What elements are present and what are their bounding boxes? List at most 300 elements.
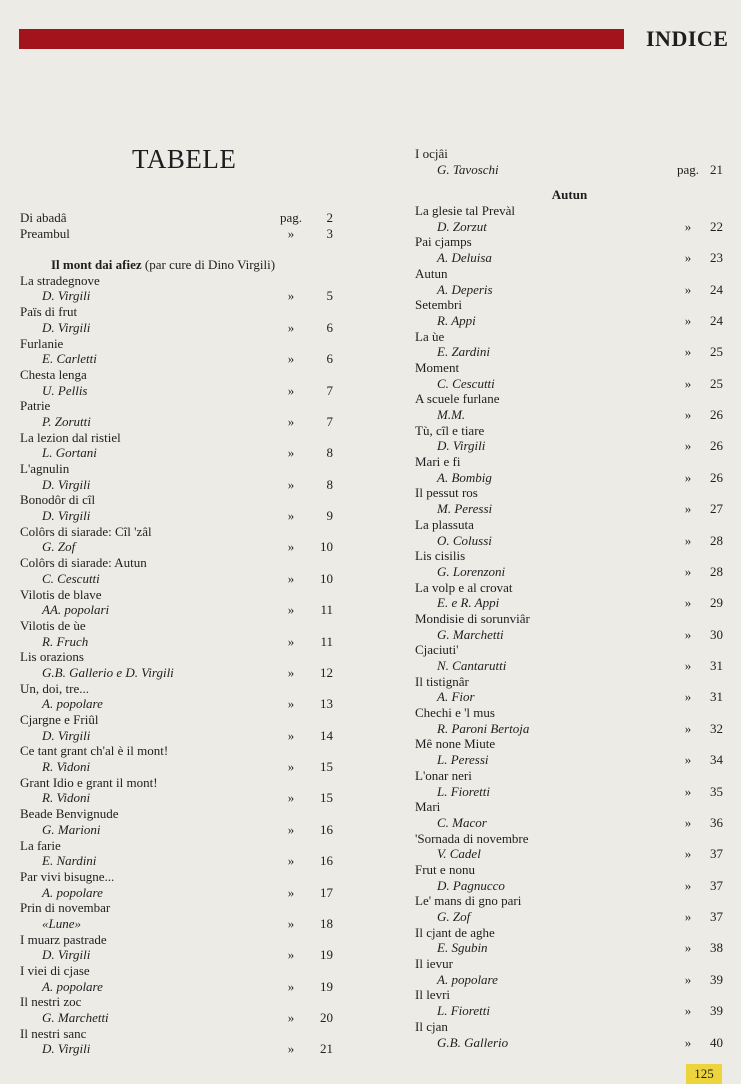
entry-page: 8 <box>326 445 333 461</box>
entry-title: La glesie tal Prevàl <box>415 203 515 219</box>
entry-page: 29 <box>710 595 723 611</box>
entry-title-row <box>20 681 335 697</box>
entry-author: R. Vidoni <box>42 759 91 775</box>
entry-author: U. Pellis <box>42 382 88 398</box>
entry-marker: » <box>684 250 692 266</box>
entry-author-row <box>415 658 724 674</box>
entry-page: 24 <box>710 281 723 297</box>
entry-page: 8 <box>326 476 333 492</box>
entry-title-row <box>415 831 724 847</box>
entry-marker: » <box>287 319 295 335</box>
entry-author-row <box>415 564 724 580</box>
entry-title: Colôrs di siarade: Cîl 'zâl <box>20 523 152 539</box>
entry-page: 25 <box>710 344 723 360</box>
entry-title-row <box>20 775 335 791</box>
entry-title: Beade Benvignude <box>20 806 119 822</box>
entry-author: G. Lorenzoni <box>437 563 506 579</box>
entry-title-row <box>415 391 724 407</box>
entry-title-row <box>20 869 335 885</box>
entry-author: A. popolare <box>42 696 103 712</box>
entry-marker: » <box>684 626 692 642</box>
entry-author: L. Peressi <box>437 752 489 768</box>
entry-author: E. Nardini <box>42 853 97 869</box>
entry-author-row <box>20 571 335 587</box>
entry-title: Chesta lenga <box>20 366 87 382</box>
entry-marker: » <box>684 344 692 360</box>
entry-author: A. Deluisa <box>437 250 492 266</box>
entry-page: 32 <box>710 720 723 736</box>
entry-marker: » <box>684 846 692 862</box>
entry-title: Chechi e 'l mus <box>415 705 495 721</box>
entry-page: 21 <box>710 161 723 177</box>
entry-title: La ùe <box>415 328 445 344</box>
entry-marker: » <box>287 1010 295 1026</box>
entry-title: La volp e al crovat <box>415 579 513 595</box>
entry-author-row <box>20 445 335 461</box>
entry-author: R. Appi <box>437 312 476 328</box>
entry-marker: » <box>684 1034 692 1050</box>
entry-title: Vilotis de ùe <box>20 617 86 633</box>
entry-marker: » <box>287 539 295 555</box>
entry-author-row <box>20 790 335 806</box>
entry-title: Cjargne e Friûl <box>20 712 99 727</box>
entry-title-row <box>415 987 724 1003</box>
entry-author-row <box>415 470 724 486</box>
entry-page: 28 <box>710 563 723 579</box>
entry-author-row <box>415 752 724 768</box>
entry-marker: » <box>287 884 295 900</box>
entry-title-row <box>20 1026 335 1042</box>
entry-title-row <box>20 806 335 822</box>
right-column <box>415 146 724 1050</box>
entry-page: 26 <box>710 407 723 422</box>
entry-author-row <box>415 909 724 925</box>
entry-marker: » <box>287 915 295 931</box>
entry-title: Setembri <box>415 297 462 313</box>
entry-author-row <box>415 219 724 235</box>
intro-row <box>20 210 335 226</box>
entry-page: 11 <box>320 633 333 649</box>
entry-title: La farie <box>20 837 61 853</box>
entry-title: Frut e nonu <box>415 861 475 877</box>
entry-title-row <box>20 963 335 979</box>
entry-title-row <box>20 367 335 383</box>
entry-title-row <box>415 862 724 878</box>
entry-page: 37 <box>710 877 723 893</box>
entry-page: 40 <box>710 1034 723 1050</box>
section-heading <box>20 257 335 273</box>
entry-marker: » <box>287 821 295 837</box>
entry-author: M. Peressi <box>437 501 493 517</box>
entry-title: 'Sornada di novembre <box>415 830 529 846</box>
entry-author-row <box>20 508 335 524</box>
entry-author-row <box>20 351 335 367</box>
entry-title: Il cjant de aghe <box>415 924 495 940</box>
entry-title: Tù, cîl e tiare <box>415 422 485 438</box>
entry-title: Cjaciuti' <box>415 642 459 658</box>
entry-page: 6 <box>326 351 333 367</box>
entry-author-row <box>415 282 724 298</box>
entry-marker: » <box>287 696 295 712</box>
entry-marker: » <box>684 312 692 328</box>
entry-title: I muarz pastrade <box>20 931 107 947</box>
entry-title-row <box>20 743 335 759</box>
entry-title-row <box>20 994 335 1010</box>
entry-marker: » <box>684 532 692 548</box>
entry-title: Colôrs di siarade: Autun <box>20 555 147 571</box>
entry-marker: » <box>684 501 692 517</box>
entry-author-row <box>415 815 724 831</box>
entry-author: D. Virgili <box>42 1041 91 1057</box>
entry-title: Il levri <box>415 987 451 1003</box>
left-column <box>20 210 335 1057</box>
entry-author: P. Zorutti <box>42 413 91 429</box>
entry-author-row <box>415 313 724 329</box>
entry-author: G. Marioni <box>42 821 101 837</box>
entry-title: I viei di cjase <box>20 963 90 978</box>
entry-author-row <box>20 383 335 399</box>
entry-title: Le' mans di gno pari <box>415 893 522 909</box>
entry-marker: » <box>287 664 295 680</box>
entry-marker: » <box>684 438 692 454</box>
entry-marker: » <box>684 218 692 234</box>
entry-title: Il nestri zoc <box>20 994 82 1010</box>
entry-title: Mari <box>415 799 441 815</box>
entry-marker: » <box>684 940 692 956</box>
entry-page: 5 <box>326 288 333 304</box>
entry-title: Vilotis de blave <box>20 586 102 602</box>
entry-page: 34 <box>710 752 723 768</box>
entry-title: Patrie <box>20 398 51 414</box>
entry-author: G. Marchetti <box>42 1010 109 1026</box>
entry-marker: » <box>287 382 295 398</box>
entry-author-row <box>415 846 724 862</box>
entry-author-row <box>20 759 335 775</box>
entry-page: 24 <box>710 312 723 328</box>
entry-title: Il cjan <box>415 1018 448 1034</box>
entry-marker: » <box>684 877 692 893</box>
entry-title: La plassuta <box>415 516 474 532</box>
entry-title-row <box>415 203 724 219</box>
entry-title: Il tistignâr <box>415 673 469 689</box>
entry-author: N. Cantarutti <box>437 658 507 673</box>
entry-author: L. Fioretti <box>437 783 490 799</box>
entry-author-row <box>415 627 724 643</box>
entry-title-row <box>20 900 335 916</box>
entry-marker: » <box>287 602 295 618</box>
entry-author: C. Macor <box>437 814 487 830</box>
entry-title: Un, doi, tre... <box>20 680 89 696</box>
entry-page: 28 <box>710 532 723 548</box>
entry-page: 19 <box>320 947 333 963</box>
entry-marker: » <box>287 476 295 492</box>
entry-author-row <box>20 539 335 555</box>
entry-marker: » <box>684 407 692 422</box>
entry-author: E. e R. Appi <box>437 595 500 611</box>
entry-title-row <box>415 423 724 439</box>
entry-author: R. Vidoni <box>42 790 91 806</box>
entry-author: L. Gortani <box>42 445 97 461</box>
entry-page: 31 <box>710 658 723 673</box>
entry-marker: » <box>287 351 295 367</box>
entry-page: 16 <box>320 853 333 869</box>
entry-author-row <box>415 1003 724 1019</box>
entry-title-row <box>415 1019 724 1035</box>
entry-page: 7 <box>326 413 333 429</box>
section-heading-autun: Autun <box>551 187 588 203</box>
entry-marker: » <box>287 978 295 994</box>
entry-marker: » <box>684 814 692 830</box>
entry-title-row <box>20 336 335 352</box>
entry-page: 20 <box>320 1010 333 1026</box>
entry-title: Pai cjamps <box>415 234 472 250</box>
entry-author: R. Fruch <box>42 633 89 649</box>
entry-title: La stradegnove <box>20 272 100 288</box>
entry-title: L'agnulin <box>20 461 70 476</box>
entry-title-row <box>20 555 335 571</box>
entry-author-row <box>20 853 335 869</box>
entry-author: AA. popolari <box>42 602 110 618</box>
entry-author-row <box>20 414 335 430</box>
entry-title: Mari e fi <box>415 454 461 470</box>
entry-author: D. Virgili <box>42 288 91 304</box>
entry-author: D. Virgili <box>42 476 91 492</box>
entry-author-row <box>20 822 335 838</box>
entry-author: G.B. Gallerio e D. Virgili <box>42 664 174 680</box>
entry-marker: » <box>684 658 692 673</box>
entry-page: 12 <box>320 664 333 680</box>
entry-marker: pag. <box>279 210 303 225</box>
entry-title: La lezion dal ristiel <box>20 429 121 445</box>
entry-title-row <box>415 956 724 972</box>
entry-marker: » <box>287 225 295 241</box>
entry-page: 39 <box>710 971 723 987</box>
entry-title: Ce tant grant ch'al è il mont! <box>20 743 169 759</box>
entry-author: G. Zof <box>437 909 471 924</box>
entry-title: Moment <box>415 359 460 375</box>
entry-title: Mondisie di sorunviâr <box>415 610 530 626</box>
entry-author-row <box>415 344 724 360</box>
entry-marker: » <box>684 971 692 987</box>
entry-title: Païs di frut <box>20 304 78 320</box>
entry-title: Furlanie <box>20 335 64 351</box>
entry-author-row <box>415 376 724 392</box>
entry-title: Grant Idio e grant il mont! <box>20 774 158 790</box>
entry-author-row <box>20 665 335 681</box>
entry-page: 26 <box>710 438 723 454</box>
entry-author: G. Tavoschi <box>437 161 499 177</box>
entry-author: E. Sgubin <box>437 940 488 956</box>
entry-author-row <box>415 407 724 423</box>
entry-title-row <box>415 548 724 564</box>
entry-author: R. Paroni Bertoja <box>437 720 530 736</box>
entry-author: A. popolare <box>42 978 103 994</box>
entry-marker: » <box>684 752 692 768</box>
entry-author: A. popolare <box>437 971 498 987</box>
entry-page: 10 <box>320 539 333 555</box>
entry-title: Bonodôr di cîl <box>20 492 96 508</box>
entry-title-row <box>20 618 335 634</box>
entry-marker: » <box>287 445 295 461</box>
entry-page: 9 <box>326 508 333 524</box>
entry-author: G.B. Gallerio <box>437 1034 509 1050</box>
entry-author-row <box>415 438 724 454</box>
entry-title-row <box>415 736 724 752</box>
entry-title-row <box>20 398 335 414</box>
entry-page: 2 <box>326 210 333 225</box>
entry-author: D. Virgili <box>42 319 91 335</box>
entry-author-row <box>20 320 335 336</box>
entry-title: I ocjâi <box>415 146 448 161</box>
entry-author-row <box>20 885 335 901</box>
entry-author-row <box>20 1010 335 1026</box>
entry-title-row <box>415 580 724 596</box>
entry-title-row <box>20 838 335 854</box>
entry-page: 31 <box>710 689 723 705</box>
section-title: INDICE <box>646 26 729 51</box>
entry-marker: pag. <box>676 161 700 177</box>
entry-marker: » <box>684 375 692 391</box>
entry-page: 14 <box>320 727 333 743</box>
page-title: TABELE <box>132 144 237 174</box>
entry-title-row <box>20 304 335 320</box>
entry-page: 11 <box>320 602 333 618</box>
entry-title-row <box>415 517 724 533</box>
entry-marker: » <box>684 563 692 579</box>
entry-author-row <box>20 288 335 304</box>
entry-author: C. Cescutti <box>437 375 495 391</box>
entry-page: 16 <box>320 821 333 837</box>
entry-marker: » <box>684 281 692 297</box>
entry-page: 3 <box>326 225 333 241</box>
entry-author-row <box>415 533 724 549</box>
entry-title-row <box>20 932 335 948</box>
entry-author: D. Virgili <box>42 727 91 743</box>
entry-author-row <box>20 1041 335 1057</box>
entry-title-row <box>415 485 724 501</box>
entry-title: Il nestri sanc <box>20 1025 87 1041</box>
entry-author: D. Virgili <box>42 947 91 963</box>
entry-author-row <box>415 721 724 737</box>
entry-title-row <box>415 705 724 721</box>
entry-author: A. Fior <box>437 689 475 705</box>
entry-page: 7 <box>326 382 333 398</box>
entry-title-row <box>415 266 724 282</box>
entry-marker: » <box>287 759 295 775</box>
entry-marker: » <box>684 595 692 611</box>
entry-author: A. popolare <box>42 884 103 900</box>
entry-marker: » <box>684 783 692 799</box>
entry-title-row <box>415 611 724 627</box>
entry-author: D. Virgili <box>42 508 91 524</box>
entry-marker: » <box>287 853 295 869</box>
entry-author-row <box>20 979 335 995</box>
entry-page: 13 <box>320 696 333 712</box>
entry-title: Di abadâ <box>20 210 67 225</box>
spacer <box>20 241 335 257</box>
entry-page: 18 <box>320 915 333 931</box>
entry-title: A scuele furlane <box>415 391 500 407</box>
entry-author-row <box>415 1035 724 1051</box>
section-heading-bold: Il mont dai afiez <box>51 257 142 273</box>
entry-author: D. Zorzut <box>437 218 487 234</box>
intro-row <box>20 226 335 242</box>
entry-marker: » <box>684 469 692 485</box>
entry-title: Prin di novembar <box>20 900 111 916</box>
entry-marker: » <box>287 1041 295 1057</box>
entry-title-row <box>20 461 335 477</box>
entry-page: 30 <box>710 626 723 642</box>
entry-title: Preambul <box>20 225 70 241</box>
entry-author: A. Deperis <box>437 281 493 297</box>
entry-title-row <box>20 430 335 446</box>
entry-author-row <box>415 940 724 956</box>
entry-page: 27 <box>710 501 723 517</box>
entry-author-row <box>415 162 724 178</box>
entry-author: V. Cadel <box>437 846 481 862</box>
entry-title-row <box>415 642 724 658</box>
entry-title: Lis orazions <box>20 649 84 665</box>
entry-page: 23 <box>710 250 723 266</box>
entry-author-row <box>415 250 724 266</box>
entry-author: M.M. <box>437 407 466 422</box>
entry-page: 37 <box>710 909 723 924</box>
entry-marker: » <box>684 689 692 705</box>
entry-marker: » <box>684 1003 692 1019</box>
entry-page: 6 <box>326 319 333 335</box>
entry-title-row <box>20 649 335 665</box>
entry-title-row <box>20 712 335 728</box>
entry-page: 17 <box>320 884 333 900</box>
entry-title-row <box>415 768 724 784</box>
entry-author: G. Zof <box>42 539 76 555</box>
entry-author-row <box>415 595 724 611</box>
entry-author: D. Pagnucco <box>437 877 505 893</box>
entry-page: 36 <box>710 814 723 830</box>
entry-title-row <box>415 297 724 313</box>
entry-page: 37 <box>710 846 723 862</box>
entry-title-row <box>415 893 724 909</box>
entry-title-row <box>20 273 335 289</box>
entry-author-row <box>20 477 335 493</box>
entry-author-row <box>415 784 724 800</box>
entry-title-row <box>415 234 724 250</box>
entry-marker: » <box>287 288 295 304</box>
entry-author: E. Zardini <box>437 344 490 360</box>
page-number: 125 <box>686 1064 722 1084</box>
entry-author: E. Carletti <box>42 351 97 367</box>
entry-title: Par vivi bisugne... <box>20 868 115 884</box>
entry-title-row <box>20 524 335 540</box>
entry-title: Mê none Miute <box>415 736 496 752</box>
entry-title-row <box>415 674 724 690</box>
entry-title-row <box>415 329 724 345</box>
entry-author-row <box>20 602 335 618</box>
section-heading-rest: (par cure di Dino Virgili) <box>141 257 276 273</box>
entry-author: G. Marchetti <box>437 626 504 642</box>
entry-page: 39 <box>710 1003 723 1019</box>
entry-page: 22 <box>710 218 723 234</box>
entry-page: 35 <box>710 783 723 799</box>
entry-title: Il ievur <box>415 956 453 972</box>
entry-title: L'onar neri <box>415 767 472 783</box>
entry-title: Autun <box>415 265 448 281</box>
entry-author-row <box>20 947 335 963</box>
entry-title-row <box>415 925 724 941</box>
entry-author: C. Cescutti <box>42 570 100 586</box>
entry-author-row <box>415 972 724 988</box>
entry-title-row <box>415 799 724 815</box>
